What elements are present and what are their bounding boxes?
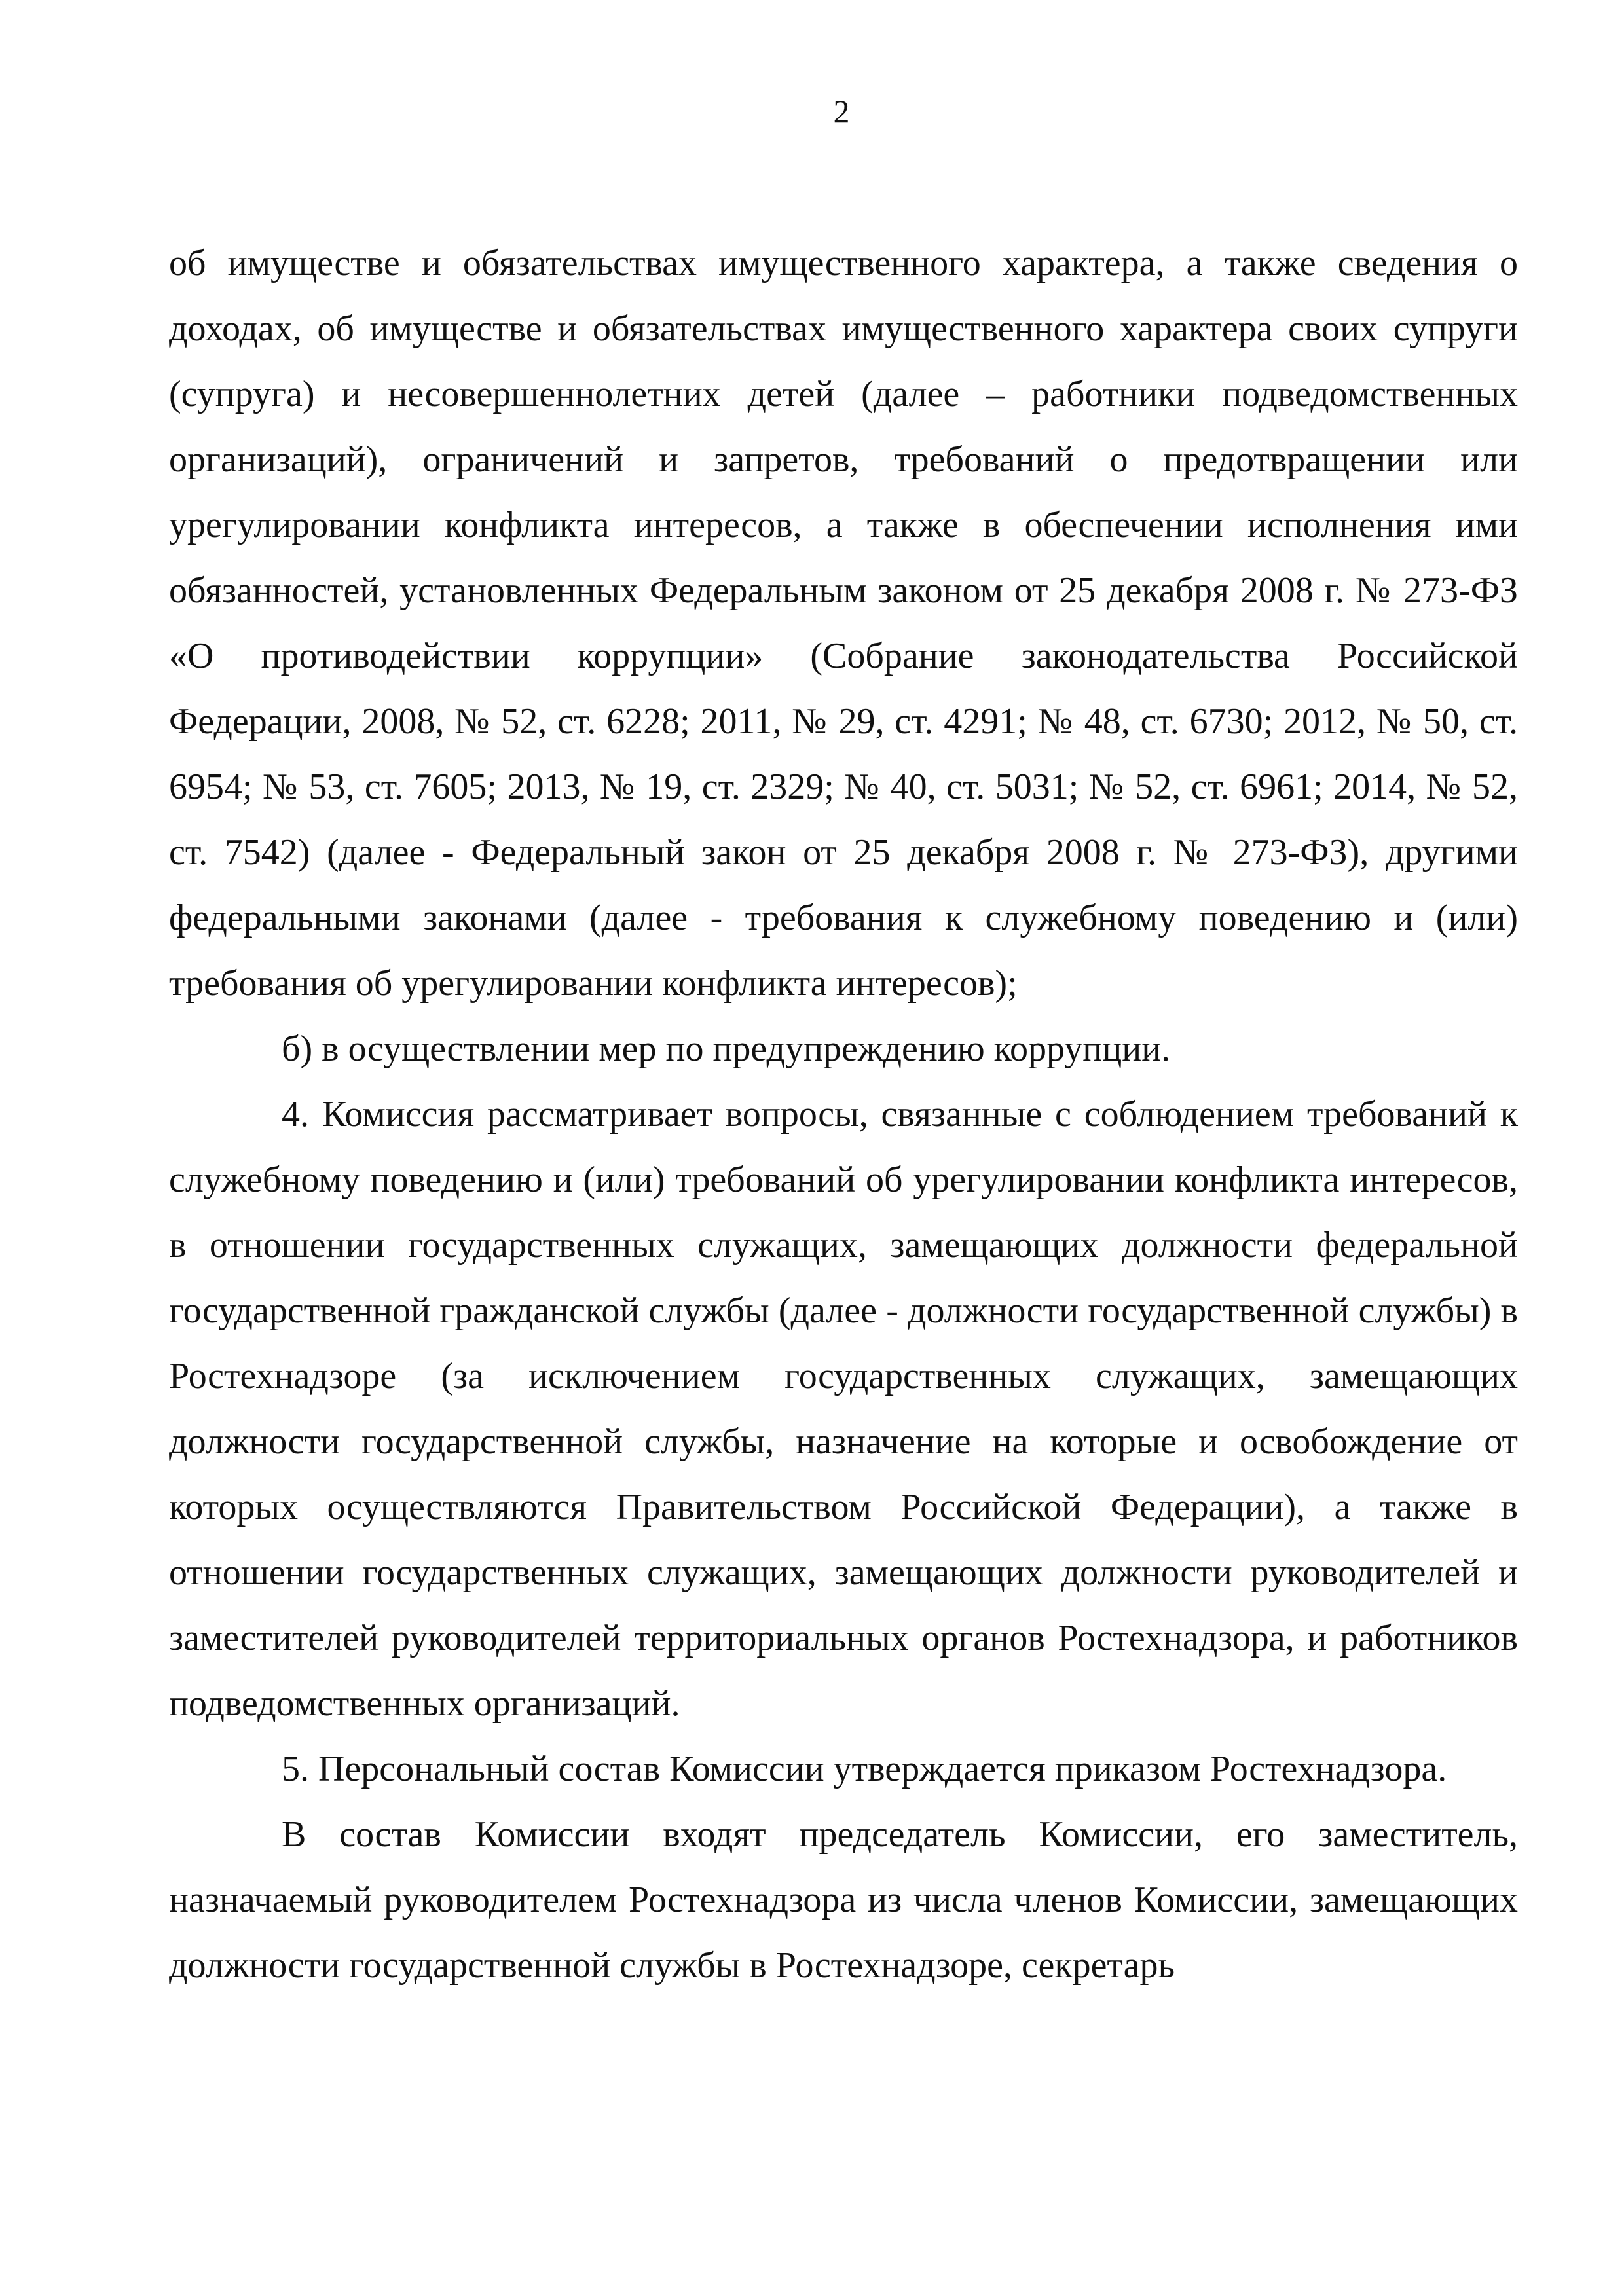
- paragraph-continuation: об имуществе и обязательствах имущественного характера, а также сведения о доходах, об имуществе и обязательствах имущественного характера своих супруги (супруга) и несовершеннолетних детей (далее – работники подведомственных организаций), ограничений и запретов, требований о предотвращении или урегулировании конфликта интересов, а также в обеспечении исполнения ими обязанностей, установленных Федеральным законом от 25 декабря 2008 г. № 273-ФЗ «О противодействии коррупции» (Собрание законодательства Российской Федерации, 2008, № 52, ст. 6228; 2011, № 29, ст. 4291; № 48, ст. 6730; 2012, № 50, ст. 6954; № 53, ст. 7605; 2013, № 19, ст. 2329; № 40, ст. 5031; № 52, ст. 6961; 2014, № 52, ст. 7542) (далее - Федеральный закон от 25 декабря 2008 г. № 273-ФЗ), другими федеральными законами (далее - требования к служебному поведению и (или) требования об урегулировании конфликта интересов);: [169, 243, 1518, 1004]
- paragraph-5: 5. Персональный состав Комиссии утверждается приказом Ростехнадзора.: [282, 1749, 1447, 1789]
- paragraph-item-b: б) в осуществлении мер по предупреждению коррупции.: [282, 1029, 1171, 1069]
- paragraph-composition: В состав Комиссии входят председатель Комиссии, его заместитель, назначаемый руководителем Ростехнадзора из числа членов Комиссии, замещающих должности государственной службы в Ростехнадзоре, секретарь: [169, 1814, 1518, 1986]
- document-body: [169, 230, 1518, 1998]
- page-number: 2: [833, 93, 850, 130]
- paragraph-4: 4. Комиссия рассматривает вопросы, связанные с соблюдением требований к служебному поведению и (или) требований об урегулировании конфликта интересов, в отношении государственных служащих, замещающих должности федеральной государственной гражданской службы (далее - должности государственной службы) в Ростехнадзоре (за исключением государственных служащих, замещающих должности государственной службы, назначение на которые и освобождение от которых осуществляются Правительством Российской Федерации), а также в отношении государственных служащих, замещающих должности руководителей и заместителей руководителей территориальных органов Ростехнадзора, и работников подведомственных организаций.: [169, 1094, 1518, 1724]
